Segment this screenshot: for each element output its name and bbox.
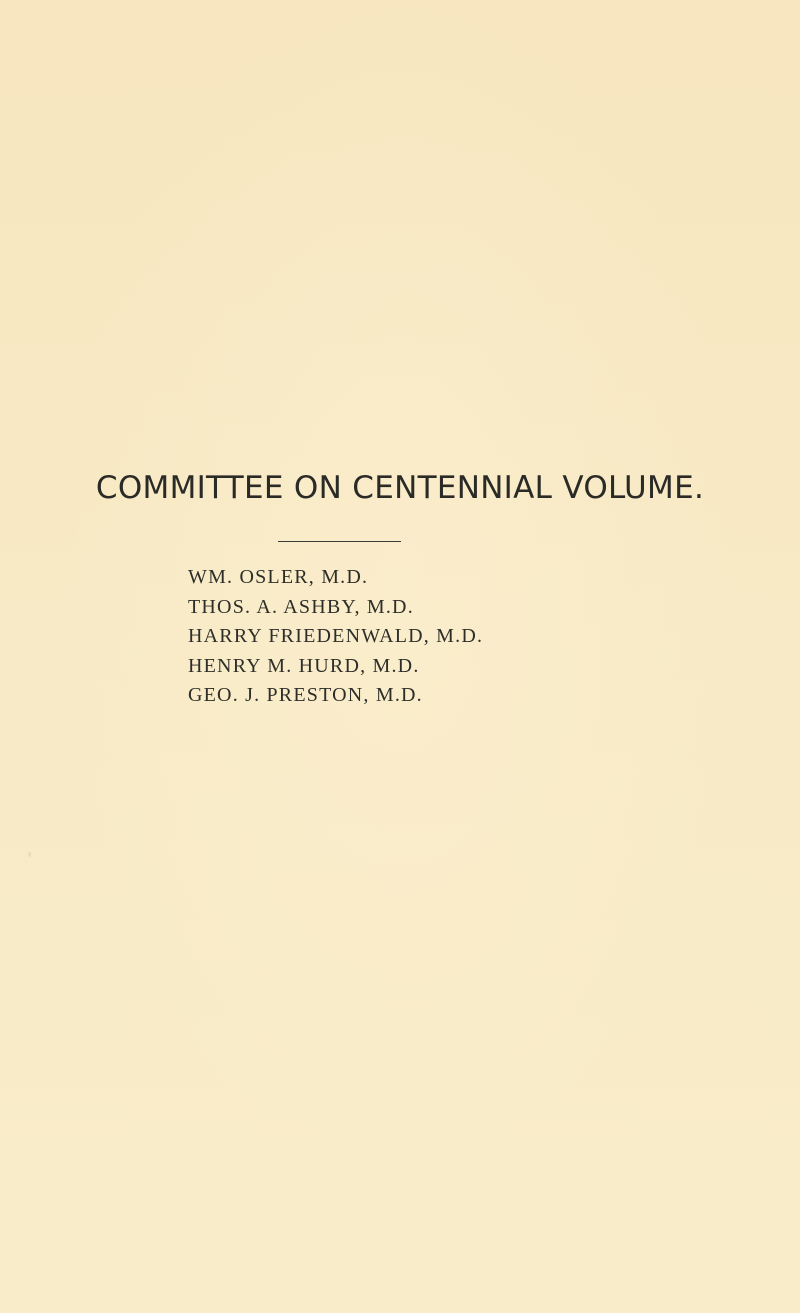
member-name: HENRY M. HURD, M.D. — [188, 654, 420, 677]
member-list — [188, 563, 483, 711]
paper-spot — [28, 852, 31, 857]
member-name: THOS. A. ASHBY, M.D. — [188, 595, 414, 618]
member-name: WM. OSLER, M.D. — [188, 566, 369, 588]
title-rule — [278, 541, 401, 542]
member-name: HARRY FRIEDENWALD, M.D. — [188, 625, 484, 647]
page-title: COMMITTEE ON CENTENNIAL VOLUME. — [95, 470, 705, 506]
member-name: GEO. J. PRESTON, M.D. — [188, 684, 423, 706]
